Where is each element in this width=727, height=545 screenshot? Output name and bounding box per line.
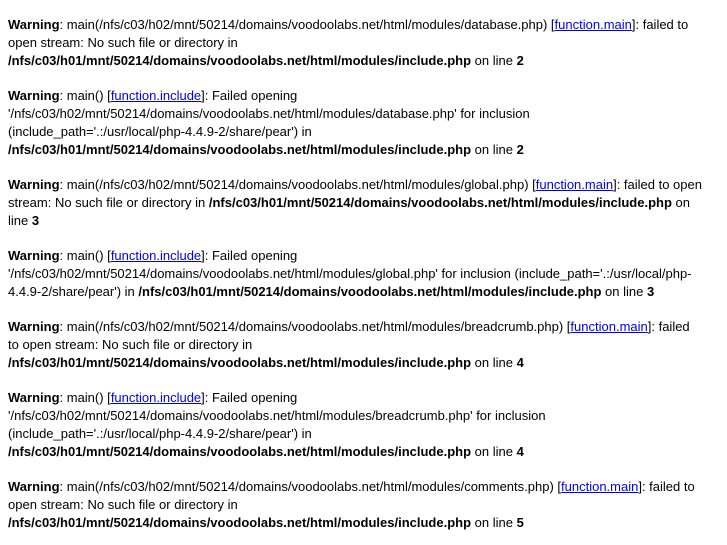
warning-text: : main(/nfs/c03/h02/mnt/50214/domains/voodoolabs.net/html/modules/comments.php) [	[59, 479, 562, 494]
function-main-link[interactable]: function.main	[561, 479, 639, 494]
file-path: /nfs/c03/h01/mnt/50214/domains/voodoolabs.net/html/modules/include.php	[8, 355, 472, 370]
warning-text: on line	[471, 142, 517, 157]
warning-text: : main() [	[59, 88, 111, 103]
warning-text: : main(/nfs/c03/h02/mnt/50214/domains/voodoolabs.net/html/modules/global.php) [	[59, 177, 536, 192]
warning-text: : main(/nfs/c03/h02/mnt/50214/domains/voodoolabs.net/html/modules/breadcrumb.php) [	[59, 319, 571, 334]
function-include-link[interactable]: function.include	[110, 88, 202, 103]
warning-text: ]: Failed opening '/nfs/c03/h02/mnt/50214/domains/voodoolabs.net/html/modules/database.php' for inclusion (include_path='.:/usr/local/php-4.4.9-2/share/pear') in	[8, 88, 530, 139]
warning-label: Warning	[8, 479, 60, 494]
warning-message	[8, 87, 703, 159]
warning-text: ]: Failed opening '/nfs/c03/h02/mnt/50214/domains/voodoolabs.net/html/modules/breadcrumb.php' for inclusion (include_path='.:/usr/local/php-4.4.9-2/share/pear') in	[8, 390, 546, 441]
warning-text: on line	[8, 195, 690, 228]
warning-text: on line	[471, 355, 517, 370]
line-number: 4	[516, 355, 524, 370]
warning-label: Warning	[8, 88, 60, 103]
warning-label: Warning	[8, 17, 60, 32]
warning-label: Warning	[8, 248, 60, 263]
warning-text: ]: Failed opening '/nfs/c03/h02/mnt/50214/domains/voodoolabs.net/html/modules/global.php' for inclusion (include_path='.:/usr/local/php-4.4.9-2/share/pear') in	[8, 248, 692, 299]
warning-text: : main() [	[59, 248, 111, 263]
function-include-link[interactable]: function.include	[110, 390, 202, 405]
warning-text: ]: failed to open stream: No such file or directory in	[8, 319, 690, 352]
warning-label: Warning	[8, 177, 60, 192]
warning-label: Warning	[8, 390, 60, 405]
file-path: /nfs/c03/h01/mnt/50214/domains/voodoolabs.net/html/modules/include.php	[8, 142, 472, 157]
warning-message	[8, 389, 703, 461]
function-main-link[interactable]: function.main	[554, 17, 632, 32]
line-number: 2	[516, 53, 524, 68]
function-main-link[interactable]: function.main	[570, 319, 648, 334]
warning-text: : main() [	[59, 390, 111, 405]
file-path: /nfs/c03/h01/mnt/50214/domains/voodoolabs.net/html/modules/include.php	[8, 444, 472, 459]
line-number: 2	[516, 142, 524, 157]
warning-text: ]: failed to open stream: No such file or directory in	[8, 479, 695, 512]
function-main-link[interactable]: function.main	[535, 177, 614, 192]
warning-message	[8, 247, 703, 301]
file-path: /nfs/c03/h01/mnt/50214/domains/voodoolabs.net/html/modules/include.php	[208, 195, 672, 210]
file-path: /nfs/c03/h01/mnt/50214/domains/voodoolabs.net/html/modules/include.php	[8, 515, 472, 530]
warning-message	[8, 176, 703, 230]
warning-text: on line	[601, 284, 647, 299]
line-number: 4	[516, 444, 524, 459]
function-include-link[interactable]: function.include	[110, 248, 202, 263]
line-number: 5	[516, 515, 524, 530]
line-number: 3	[31, 213, 40, 228]
warning-text: ]: failed to open stream: No such file or directory in	[8, 177, 702, 210]
warning-label: Warning	[8, 319, 60, 334]
warning-text: ]: failed to open stream: No such file or directory in	[8, 17, 689, 50]
warning-message	[8, 478, 703, 532]
line-number: 3	[646, 284, 655, 299]
file-path: /nfs/c03/h01/mnt/50214/domains/voodoolabs.net/html/modules/include.php	[8, 53, 472, 68]
warning-text: on line	[471, 53, 517, 68]
warning-text: : main(/nfs/c03/h02/mnt/50214/domains/voodoolabs.net/html/modules/database.php) [	[59, 17, 555, 32]
warning-message	[8, 16, 703, 70]
file-path: /nfs/c03/h01/mnt/50214/domains/voodoolabs.net/html/modules/include.php	[138, 284, 602, 299]
warning-text: on line	[471, 444, 517, 459]
warning-text: on line	[471, 515, 517, 530]
warning-message	[8, 318, 703, 372]
